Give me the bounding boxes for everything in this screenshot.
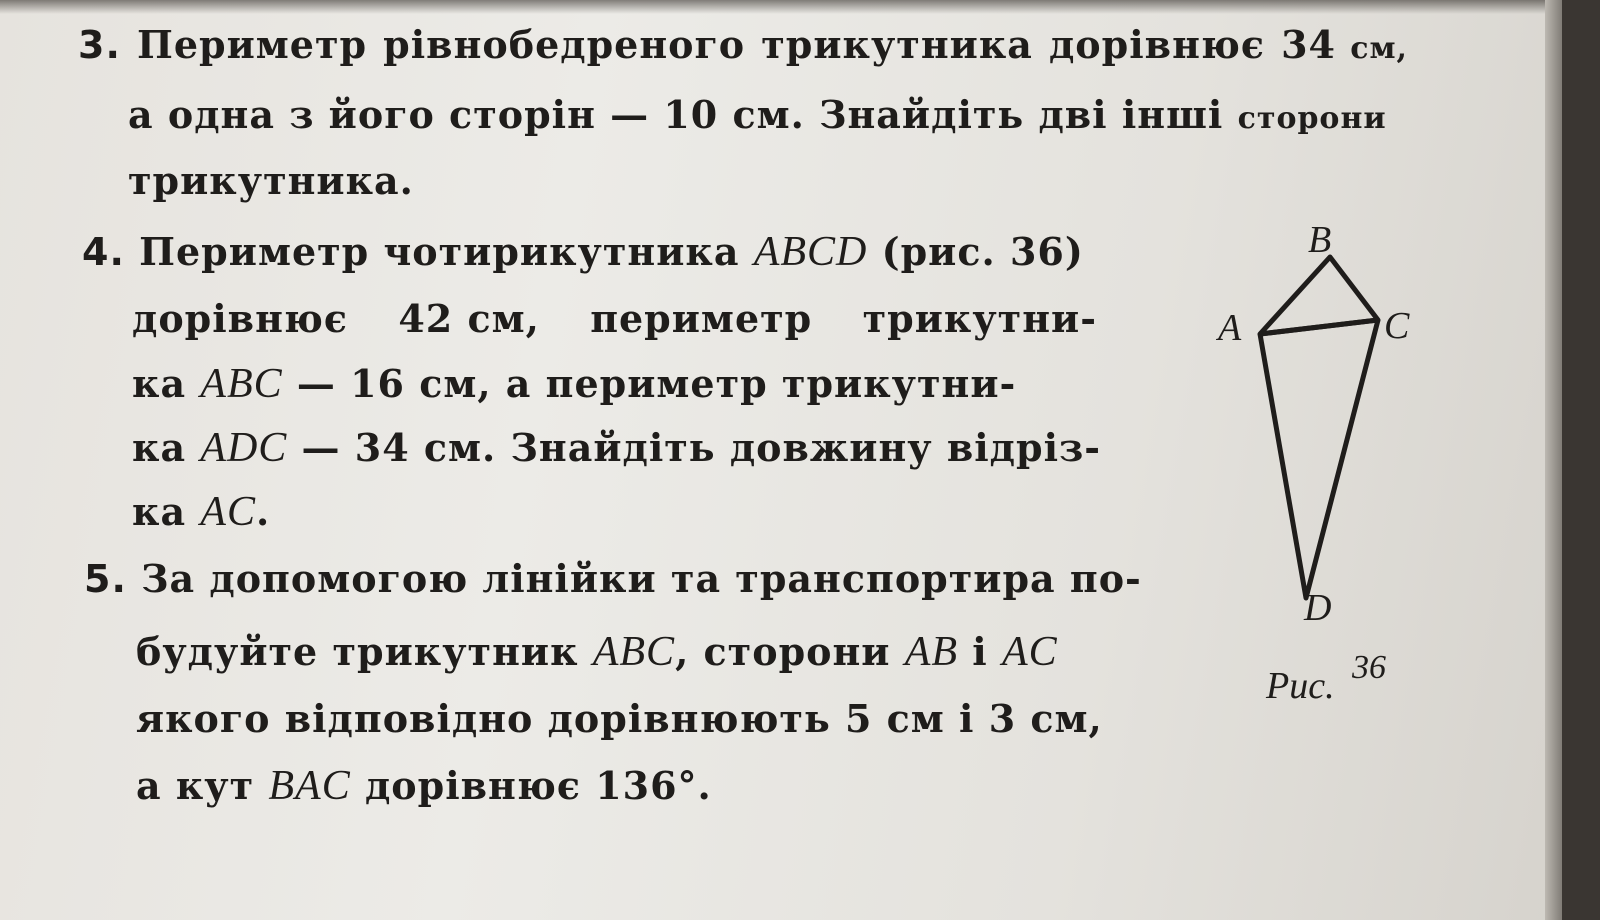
problem-5-line-2-text: будуйте трикутник (136, 629, 593, 674)
problem-4-word-2: 42 см, (398, 296, 540, 341)
problem-3-word-4: дорівнює (1048, 22, 1265, 67)
problem-4-word-3: периметр (590, 296, 813, 341)
figure-caption: Рис. (1266, 665, 1335, 707)
problem-5-ac: AC (1001, 629, 1058, 675)
problem-5-line-3-text: якого відповідно дорівнюють 5 см і 3 см, (136, 696, 1103, 741)
problem-4-line-4-pre: ка (132, 425, 201, 470)
problem-5-line-1 (84, 556, 1142, 601)
problem-3-line-2-tail: сторони (1237, 101, 1387, 136)
problem-3-unit: см, (1350, 31, 1408, 66)
label-b: B (1308, 219, 1332, 261)
problem-3-value: 34 (1281, 22, 1336, 67)
problem-3-line-3-text: трикутника. (128, 158, 414, 203)
problem-5-ab: AB (904, 629, 959, 675)
figure-36 (1200, 210, 1420, 710)
problem-3-line-1 (78, 22, 1408, 67)
problem-5-line-4-pre: а кут (136, 763, 269, 808)
triangle-adc (1260, 320, 1378, 598)
problem-4-line-2 (132, 296, 1097, 341)
problem-4-line-5 (132, 488, 270, 536)
problem-5-abc: ABC (592, 629, 676, 675)
problem-4-line-5-pre: ка (132, 489, 201, 534)
problem-5-line-2 (136, 628, 1058, 676)
problem-5-number: 5. (84, 557, 127, 601)
problem-3-word-3: трикутника (761, 22, 1033, 67)
problem-3-line-2-text: а одна з його сторін — 10 см. Знайдіть дві інші (128, 92, 1224, 137)
problem-4-word-4: трикутни- (862, 296, 1097, 341)
segment-ac (1260, 320, 1378, 334)
problem-3-word-1: Периметр (136, 22, 368, 67)
problem-5-line-1-text: За допомогою лінійки та транспортира по- (141, 556, 1142, 601)
problem-5-line-4-tail: дорівнює 136°. (350, 763, 712, 808)
problem-4-line-3-pre: ка (132, 361, 201, 406)
label-c: C (1384, 305, 1410, 347)
problem-4-number: 4. (82, 230, 125, 274)
page-edge-shadow (1545, 0, 1562, 920)
problem-4-adc: ADC (200, 425, 288, 471)
label-d: D (1304, 587, 1332, 629)
problem-4-line-3-tail: — 16 см, а периметр трикутни- (282, 361, 1017, 406)
problem-4-abcd: ABCD (753, 229, 868, 275)
problem-4-ac: AC (200, 489, 256, 535)
problem-4-line-3 (132, 360, 1016, 408)
problem-4-line-5-tail: . (255, 489, 271, 534)
problem-3-line-3 (128, 158, 414, 203)
problem-5-line-2-and: і (958, 629, 1002, 674)
problem-4-word-1: дорівнює (132, 296, 348, 341)
problem-5-line-3 (136, 696, 1103, 741)
problem-4-line-1-tail: (рис. 36) (867, 229, 1084, 274)
problem-4-line-4-tail: — 34 см. Знайдіть довжину відріз- (287, 425, 1102, 470)
label-a: A (1218, 307, 1242, 349)
problem-5-line-4 (136, 762, 712, 810)
problem-5-bac: BAC (268, 763, 351, 809)
figure-caption-number: 36 (1352, 649, 1386, 686)
problem-5-line-2-mid: , сторони (675, 629, 905, 674)
problem-4-line-4 (132, 424, 1101, 472)
top-shadow (0, 0, 1545, 14)
problem-3-number: 3. (78, 23, 121, 67)
problem-4-line-1 (82, 228, 1097, 276)
problem-4-abc: ABC (200, 361, 283, 407)
problem-3-line-2 (128, 92, 1408, 137)
problem-4-line-1-text: Периметр чотирикутника (139, 229, 754, 274)
problem-3-word-2: рівнобедреного (383, 22, 746, 67)
